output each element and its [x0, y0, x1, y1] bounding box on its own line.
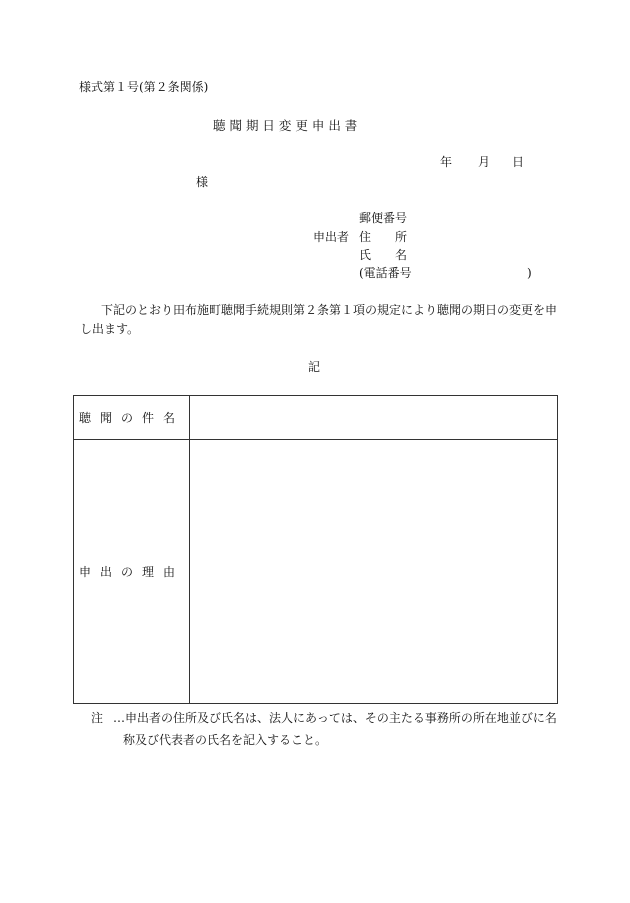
subject-label: 聴聞の件名 — [74, 396, 190, 440]
postal-code-label: 郵便番号 — [359, 211, 408, 225]
note-line-1: …申出者の住所及び氏名は、法人にあっては、その主たる事務所の所在地並びに名 — [113, 711, 557, 725]
address-label: 住 所 — [359, 230, 408, 244]
reason-field[interactable] — [190, 440, 558, 704]
reason-label: 申出の理由 — [74, 440, 190, 704]
form-number: 様式第１号(第２条関係) — [79, 80, 209, 94]
details-table — [73, 395, 558, 704]
table-row — [74, 396, 558, 440]
table-row — [74, 440, 558, 704]
ki-heading: 記 — [308, 360, 321, 374]
page-title: 聴 聞 期 日 変 更 申 出 書 — [213, 118, 358, 133]
phone-close: ) — [527, 266, 532, 280]
subject-field[interactable] — [190, 396, 558, 440]
name-label: 氏 名 — [359, 248, 408, 262]
date-month: 月 — [478, 155, 491, 169]
addressee-suffix: 様 — [196, 175, 209, 189]
body-line-1: 下記のとおり田布施町聴聞手続規則第２条第１項の規定により聴聞の期日の変更を申 — [101, 303, 558, 317]
date-year: 年 — [440, 155, 453, 169]
note-marker: 注 — [91, 711, 104, 725]
date-day: 日 — [512, 155, 525, 169]
note-line-2: 称及び代表者の氏名を記入すること。 — [123, 733, 328, 747]
phone-label: (電話番号 — [359, 266, 412, 280]
body-line-2: し出ます。 — [80, 322, 140, 336]
applicant-label: 申出者 — [313, 230, 350, 244]
